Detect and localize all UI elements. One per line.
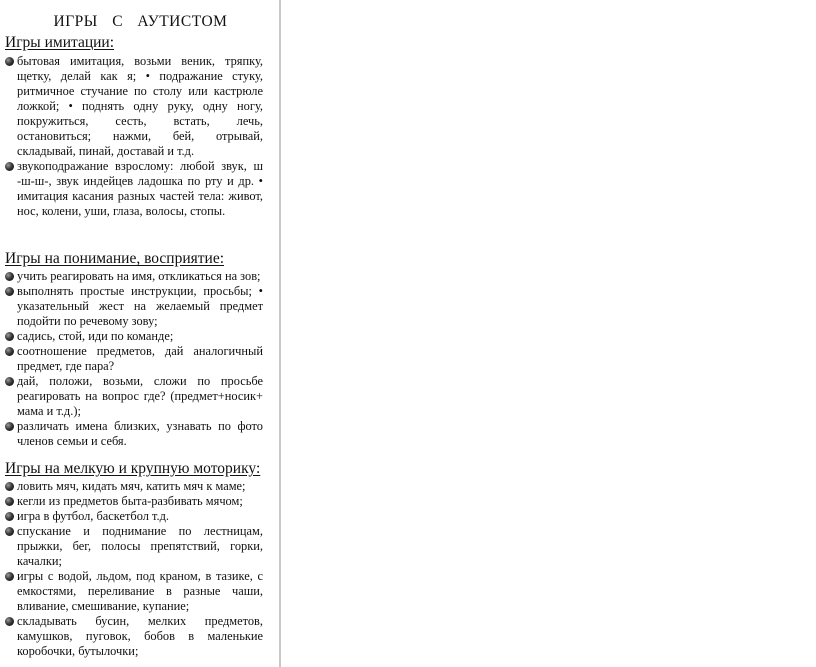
list-item-text: кегли из предметов быта-разбивать мячом; <box>17 494 243 508</box>
list-item-text: спускание и поднимание по лестницам, прыжки, бег, полосы препятствий, горки, качалки; <box>17 524 263 568</box>
bullet-icon <box>5 497 14 506</box>
document-page <box>0 0 281 667</box>
bullet-icon <box>5 572 14 581</box>
bullet-icon <box>5 347 14 356</box>
bullet-icon <box>5 482 14 491</box>
item-list <box>5 479 263 659</box>
list-item <box>5 509 263 524</box>
list-item-text: бытовая имитация, возьми веник, тряпку, щетку, делай как я; • подражание стуку, ритмичное стучание по столу или кастрюле ложкой; • поднять одну руку, одну ногу, покружиться, сесть, встать, лечь, остановиться; нажми, бей, отрывай, складывай, пинай, доставай и т.д. <box>17 54 263 158</box>
list-item <box>5 419 263 449</box>
bullet-icon <box>5 162 14 171</box>
bullet-icon <box>5 422 14 431</box>
item-list <box>5 54 263 219</box>
bullet-icon <box>5 57 14 66</box>
bullet-icon <box>5 377 14 386</box>
list-item-text: ловить мяч, кидать мяч, катить мяч к маме; <box>17 479 246 493</box>
bullet-icon <box>5 272 14 281</box>
item-list <box>5 269 263 449</box>
section-heading: Игры на понимание, восприятие: <box>5 250 225 267</box>
list-item-text: игры с водой, льдом, под краном, в тазике, с емкостями, переливание в разные чаши, вливание, смешивание, купание; <box>17 569 263 613</box>
list-item <box>5 494 263 509</box>
list-item-text: соотношение предметов, дай аналогичный предмет, где пара? <box>17 344 263 373</box>
bullet-icon <box>5 527 14 536</box>
list-item-text: садись, стой, иди по команде; <box>17 329 174 343</box>
section-heading: Игры на мелкую и крупную моторику: <box>5 460 261 477</box>
list-item <box>5 374 263 419</box>
list-item <box>5 344 263 374</box>
list-item <box>5 329 263 344</box>
list-item <box>5 524 263 569</box>
list-item-text: выполнять простые инструкции, просьбы; • указательный жест на желаемый предмет подойти по речевому зову; <box>17 284 263 328</box>
bullet-icon <box>5 512 14 521</box>
document-title: ИГРЫ С АУТИСТОМ <box>53 13 228 30</box>
list-item <box>5 284 263 329</box>
list-item-text: учить реагировать на имя, откликаться на зов; <box>17 269 261 283</box>
list-item <box>5 479 263 494</box>
list-item <box>5 569 263 614</box>
section-motor-skills-games <box>5 460 263 659</box>
list-item <box>5 614 263 659</box>
list-item <box>5 159 263 219</box>
list-item-text: складывать бусин, мелких предметов, камушков, пуговок, бобов в маленькие коробочки, бутылочки; <box>17 614 263 658</box>
section-heading: Игры имитации: <box>5 34 115 51</box>
list-item-text: различать имена близких, узнавать по фото членов семьи и себя. <box>17 419 263 448</box>
list-item-text: игра в футбол, баскетбол т.д. <box>17 509 170 523</box>
list-item-text: дай, положи, возьми, сложи по просьбе реагировать на вопрос где? (предмет+носик+ мама и т.д.); <box>17 374 263 418</box>
list-item <box>5 54 263 159</box>
section-perception-games <box>5 250 263 449</box>
list-item <box>5 269 263 284</box>
bullet-icon <box>5 332 14 341</box>
bullet-icon <box>5 617 14 626</box>
list-item-text: звукоподражание взрослому: любой звук, ш -ш-ш-, звук индейцев ладошка по рту и др. • имитация касания разных частей тела: живот, нос, колени, уши, глаза, волосы, стопы. <box>17 159 263 218</box>
section-imitation-games <box>5 34 263 219</box>
bullet-icon <box>5 287 14 296</box>
